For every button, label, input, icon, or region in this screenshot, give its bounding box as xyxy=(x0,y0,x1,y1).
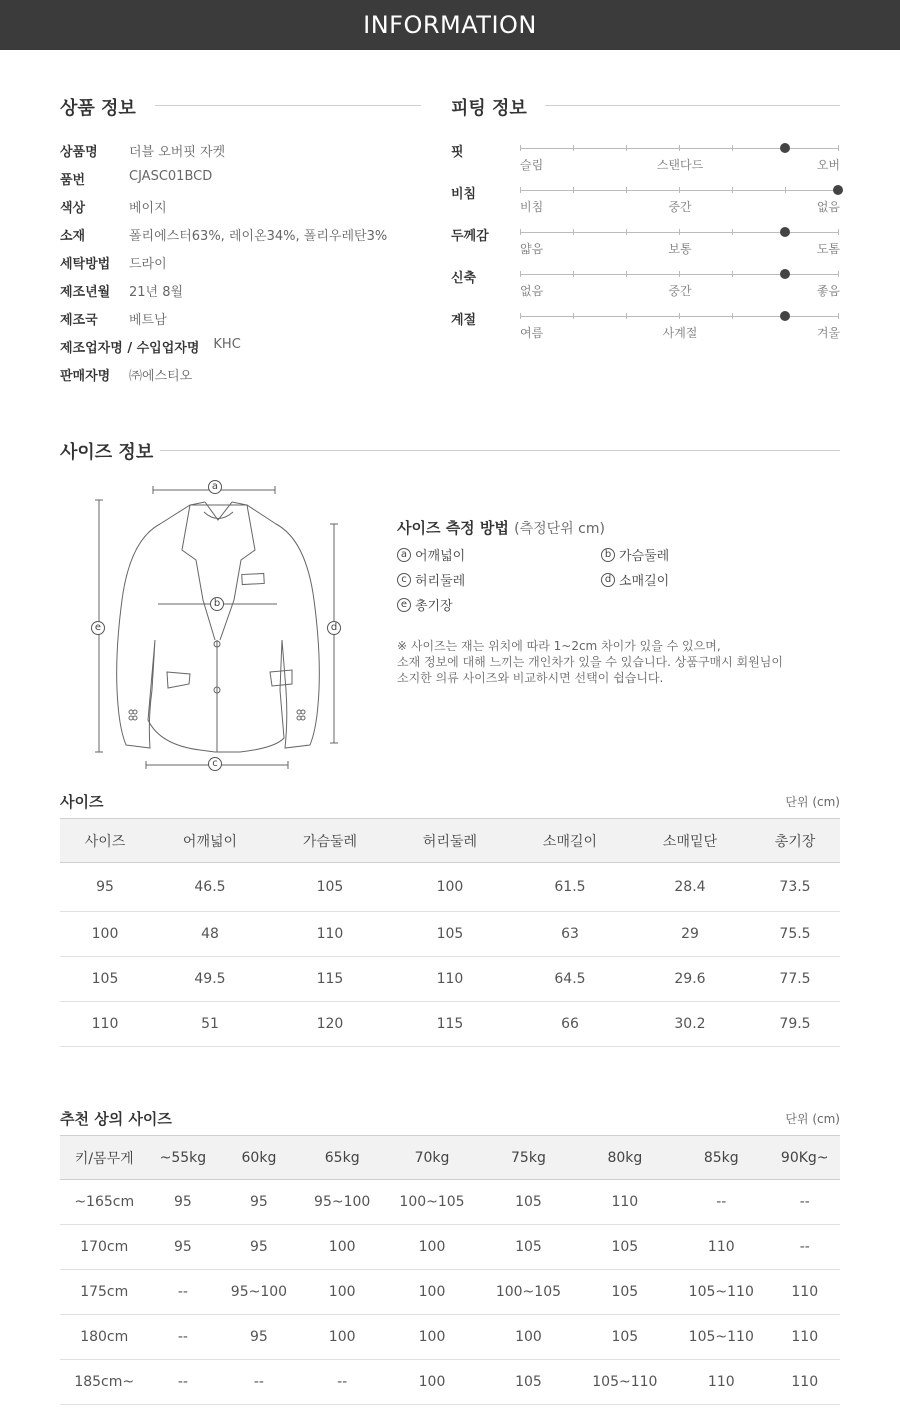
fit-right-caption: 도톰 xyxy=(816,242,840,256)
rec-table-cell: 105~110 xyxy=(577,1360,673,1405)
fit-scale-tick xyxy=(679,313,680,319)
measure-item-sleeve xyxy=(601,570,669,589)
rec-table-cell: 180cm xyxy=(60,1315,148,1360)
product-info-value: ㈜에스티오 xyxy=(129,369,193,384)
measure-item-shoulder xyxy=(397,545,465,564)
rec-table-cell: 105 xyxy=(577,1225,673,1270)
rec-table-cell: 170cm xyxy=(60,1225,148,1270)
product-info-value: KHC xyxy=(213,337,241,352)
fit-left-caption: 없음 xyxy=(520,284,544,298)
product-info-value: 더블 오버핏 자켓 xyxy=(129,145,226,160)
rec-table-cell: 105~110 xyxy=(673,1315,769,1360)
product-info-divider xyxy=(155,105,421,106)
size-table-cell: 51 xyxy=(150,1002,270,1047)
product-info-key: 상품명 xyxy=(60,145,98,160)
fit-scale-tick xyxy=(838,145,839,151)
rec-table-cell: 175cm xyxy=(60,1270,148,1315)
measure-mark: b xyxy=(601,548,615,562)
size-table-cell: 29 xyxy=(630,912,750,957)
size-table-unit: 단위 (cm) xyxy=(785,795,840,809)
fit-scale-tick xyxy=(679,145,680,151)
rec-table-cell: 100 xyxy=(301,1225,384,1270)
rec-table-header-cell: 75kg xyxy=(480,1136,576,1180)
fit-scale-tick xyxy=(732,229,733,235)
rec-table-cell: 95~100 xyxy=(217,1270,300,1315)
fit-mid-caption: 보통 xyxy=(668,242,692,256)
rec-table-unit: 단위 (cm) xyxy=(785,1112,840,1126)
marker-e: e xyxy=(91,621,105,635)
rec-table-cell: 95 xyxy=(217,1315,300,1360)
product-info-key: 판매자명 xyxy=(60,369,111,384)
product-info-row xyxy=(60,337,241,356)
size-table-cell: 105 xyxy=(270,863,390,912)
product-info-row xyxy=(60,253,167,272)
product-info-row xyxy=(60,365,192,384)
measure-label: 총기장 xyxy=(415,599,453,614)
size-table-cell: 64.5 xyxy=(510,957,630,1002)
size-table-header-cell: 가슴둘레 xyxy=(270,819,390,863)
size-table-cell: 29.6 xyxy=(630,957,750,1002)
rec-table-cell: 100 xyxy=(384,1315,480,1360)
fit-right-caption: 좋음 xyxy=(816,284,840,298)
size-table-row xyxy=(60,912,840,957)
size-info-divider xyxy=(160,450,840,451)
product-info-row xyxy=(60,309,167,328)
header-bar xyxy=(0,0,900,50)
measure-method-unit: (측정단위 cm) xyxy=(514,521,605,537)
fit-level-dot xyxy=(780,143,790,153)
rec-table-cell: 100 xyxy=(384,1270,480,1315)
fit-left-caption: 슬림 xyxy=(520,158,544,172)
fit-left-caption: 비침 xyxy=(520,200,544,214)
rec-table-cell: -- xyxy=(301,1360,384,1405)
marker-a: a xyxy=(208,480,222,494)
rec-table-cell: 105 xyxy=(480,1180,576,1225)
rec-table-cell: -- xyxy=(148,1360,217,1405)
size-table-cell: 110 xyxy=(390,957,510,1002)
rec-table-cell: 95 xyxy=(217,1180,300,1225)
fit-right-caption: 없음 xyxy=(816,200,840,214)
fit-scale-tick xyxy=(520,187,521,193)
fit-level-dot xyxy=(833,185,843,195)
fit-scale-tick xyxy=(573,187,574,193)
fit-left-caption: 여름 xyxy=(520,326,544,340)
rec-table-cell: 110 xyxy=(769,1270,840,1315)
rec-table-cell: 105~110 xyxy=(673,1270,769,1315)
recommend-size-table xyxy=(60,1135,840,1405)
size-table-header-cell: 사이즈 xyxy=(60,819,150,863)
rec-table-header-cell: 키/몸무게 xyxy=(60,1136,148,1180)
product-info-key: 소재 xyxy=(60,229,86,244)
size-note-line: ※ 사이즈는 재는 위치에 따라 1~2cm 차이가 있을 수 있으며, xyxy=(397,639,721,653)
fit-scale-tick xyxy=(573,271,574,277)
fit-level-dot xyxy=(780,227,790,237)
size-table-header-cell: 소매길이 xyxy=(510,819,630,863)
rec-table-header-cell: 65kg xyxy=(301,1136,384,1180)
size-info-title: 사이즈 정보 xyxy=(60,442,154,463)
rec-table-cell: 100~105 xyxy=(480,1270,576,1315)
fit-scale-tick xyxy=(573,313,574,319)
measure-item-chest xyxy=(601,545,669,564)
fit-row-label: 계절 xyxy=(451,313,477,328)
marker-d: d xyxy=(327,621,341,635)
product-info-row xyxy=(60,169,212,188)
size-table-header-cell: 총기장 xyxy=(750,819,840,863)
rec-table-cell: 100 xyxy=(384,1360,480,1405)
rec-table-header-cell: 80kg xyxy=(577,1136,673,1180)
size-table-cell: 105 xyxy=(390,912,510,957)
size-table-cell: 120 xyxy=(270,1002,390,1047)
size-table-row xyxy=(60,1002,840,1047)
product-info-key: 품번 xyxy=(60,173,86,188)
rec-table-cell: 105 xyxy=(577,1315,673,1360)
measure-mark: a xyxy=(397,548,411,562)
size-table-cell: 95 xyxy=(60,863,150,912)
fit-row-label: 신축 xyxy=(451,271,477,286)
fit-level-dot xyxy=(780,311,790,321)
rec-table-row xyxy=(60,1315,840,1360)
fit-mid-caption: 스탠다드 xyxy=(656,158,704,172)
rec-table-cell: 95 xyxy=(148,1180,217,1225)
size-table-cell: 61.5 xyxy=(510,863,630,912)
rec-table-cell: 95 xyxy=(217,1225,300,1270)
product-info-key: 제조업자명 / 수입업자명 xyxy=(60,341,200,356)
fit-scale-tick xyxy=(732,145,733,151)
product-info-value: 베이지 xyxy=(129,201,167,216)
rec-table-row xyxy=(60,1270,840,1315)
size-table-cell: 105 xyxy=(60,957,150,1002)
size-table-cell: 110 xyxy=(270,912,390,957)
size-table-header-cell: 허리둘레 xyxy=(390,819,510,863)
rec-table-header-cell: 60kg xyxy=(217,1136,300,1180)
measure-method-title xyxy=(397,517,605,538)
fit-scale-tick xyxy=(573,145,574,151)
rec-table-header-cell: 85kg xyxy=(673,1136,769,1180)
rec-table-cell: 100 xyxy=(384,1225,480,1270)
product-info-key: 제조년월 xyxy=(60,285,111,300)
rec-table-cell: 110 xyxy=(673,1360,769,1405)
fit-scale-tick xyxy=(520,271,521,277)
rec-table-row xyxy=(60,1225,840,1270)
fit-scale-tick xyxy=(679,271,680,277)
fit-scale-tick xyxy=(626,313,627,319)
product-info-key: 색상 xyxy=(60,201,86,216)
rec-table-title: 추천 상의 사이즈 xyxy=(60,1110,172,1128)
fit-scale-tick xyxy=(679,229,680,235)
rec-table-cell: 110 xyxy=(673,1225,769,1270)
size-table-cell: 115 xyxy=(390,1002,510,1047)
size-table xyxy=(60,818,840,1047)
rec-table-cell: 100 xyxy=(480,1315,576,1360)
fit-mid-caption: 중간 xyxy=(668,284,692,298)
product-info-row xyxy=(60,197,167,216)
size-table-cell: 77.5 xyxy=(750,957,840,1002)
measure-label: 소매길이 xyxy=(619,574,670,589)
size-note-line: 소지한 의류 사이즈와 비교하시면 선택이 쉽습니다. xyxy=(397,671,664,685)
rec-table-cell: -- xyxy=(217,1360,300,1405)
measure-mark: e xyxy=(397,598,411,612)
jacket-diagram xyxy=(85,476,355,776)
fit-scale-tick xyxy=(838,313,839,319)
size-table-cell: 100 xyxy=(60,912,150,957)
size-table-cell: 79.5 xyxy=(750,1002,840,1047)
fit-scale-tick xyxy=(520,145,521,151)
fit-scale-tick xyxy=(732,313,733,319)
product-info-title: 상품 정보 xyxy=(60,98,136,119)
rec-table-cell: -- xyxy=(673,1180,769,1225)
fit-scale-tick xyxy=(838,229,839,235)
size-table-cell: 115 xyxy=(270,957,390,1002)
size-table-cell: 28.4 xyxy=(630,863,750,912)
product-info-value: 폴리에스터63%, 레이온34%, 폴리우레탄3% xyxy=(129,229,388,244)
measure-label: 어깨넓이 xyxy=(415,549,466,564)
product-info-value: 베트남 xyxy=(129,313,167,328)
marker-b: b xyxy=(210,597,224,611)
fit-right-caption: 겨울 xyxy=(816,326,840,340)
fit-row-label: 비침 xyxy=(451,187,477,202)
fit-scale-tick xyxy=(838,271,839,277)
fit-scale-tick xyxy=(626,187,627,193)
rec-table-cell: ~165cm xyxy=(60,1180,148,1225)
fitting-info-divider xyxy=(545,105,840,106)
product-info-value: 드라이 xyxy=(129,257,167,272)
measure-label: 허리둘레 xyxy=(415,574,466,589)
rec-table-cell: 110 xyxy=(577,1180,673,1225)
fit-left-caption: 얇음 xyxy=(520,242,544,256)
rec-table-cell: 95~100 xyxy=(301,1180,384,1225)
fit-scale-tick xyxy=(626,145,627,151)
size-table-header-cell: 소매밑단 xyxy=(630,819,750,863)
measure-mark: c xyxy=(397,573,411,587)
rec-table-cell: 185cm~ xyxy=(60,1360,148,1405)
product-info-key: 제조국 xyxy=(60,313,98,328)
size-table-cell: 73.5 xyxy=(750,863,840,912)
rec-table-cell: -- xyxy=(148,1270,217,1315)
size-note-line: 소재 정보에 대해 느끼는 개인차가 있을 수 있습니다. 상품구매시 회원님이 xyxy=(397,655,783,669)
fit-scale-tick xyxy=(573,229,574,235)
measure-item-waist xyxy=(397,570,465,589)
fit-scale-tick xyxy=(732,271,733,277)
size-table-cell: 100 xyxy=(390,863,510,912)
size-table-row xyxy=(60,863,840,912)
fit-scale-tick xyxy=(520,313,521,319)
size-table-cell: 75.5 xyxy=(750,912,840,957)
header-title: INFORMATION xyxy=(363,11,537,39)
measure-mark: d xyxy=(601,573,615,587)
rec-table-cell: 95 xyxy=(148,1225,217,1270)
size-table-cell: 49.5 xyxy=(150,957,270,1002)
fit-scale-tick xyxy=(520,229,521,235)
product-info-row xyxy=(60,141,225,160)
size-table-cell: 30.2 xyxy=(630,1002,750,1047)
fit-scale-tick xyxy=(732,187,733,193)
fit-row-label: 핏 xyxy=(451,145,464,160)
product-info-row xyxy=(60,225,387,244)
size-table-cell: 66 xyxy=(510,1002,630,1047)
fit-row-label: 두께감 xyxy=(451,229,489,244)
rec-table-cell: -- xyxy=(769,1180,840,1225)
product-info-value: CJASC01BCD xyxy=(129,169,213,184)
rec-table-cell: -- xyxy=(148,1315,217,1360)
size-table-cell: 48 xyxy=(150,912,270,957)
rec-table-cell: 105 xyxy=(480,1360,576,1405)
fit-mid-caption: 사계절 xyxy=(662,326,698,340)
measure-item-length xyxy=(397,595,453,614)
rec-table-cell: 105 xyxy=(480,1225,576,1270)
rec-table-header-cell: 70kg xyxy=(384,1136,480,1180)
fit-level-dot xyxy=(780,269,790,279)
fit-scale-tick xyxy=(626,229,627,235)
rec-table-cell: 100 xyxy=(301,1315,384,1360)
product-info-key: 세탁방법 xyxy=(60,257,111,272)
size-table-cell: 46.5 xyxy=(150,863,270,912)
fit-scale-tick xyxy=(785,187,786,193)
size-table-header-cell: 어깨넓이 xyxy=(150,819,270,863)
fit-scale-tick xyxy=(626,271,627,277)
fit-scale-tick xyxy=(679,187,680,193)
product-info-row xyxy=(60,281,183,300)
size-table-cell: 63 xyxy=(510,912,630,957)
rec-table-header-cell: ~55kg xyxy=(148,1136,217,1180)
rec-table-cell: 110 xyxy=(769,1360,840,1405)
measure-label: 가슴둘레 xyxy=(619,549,670,564)
fit-right-caption: 오버 xyxy=(816,158,840,172)
rec-table-row xyxy=(60,1360,840,1405)
rec-table-cell: 110 xyxy=(769,1315,840,1360)
rec-table-cell: 100~105 xyxy=(384,1180,480,1225)
rec-table-cell: 100 xyxy=(301,1270,384,1315)
size-note xyxy=(397,638,783,686)
marker-c: c xyxy=(208,757,222,771)
fitting-info-title: 피팅 정보 xyxy=(451,98,527,119)
rec-table-cell: 105 xyxy=(577,1270,673,1315)
product-info-value: 21년 8월 xyxy=(129,285,184,300)
fit-mid-caption: 중간 xyxy=(668,200,692,214)
jacket-outline xyxy=(117,502,320,752)
size-table-cell: 110 xyxy=(60,1002,150,1047)
rec-table-row xyxy=(60,1180,840,1225)
measure-method-label: 사이즈 측정 방법 xyxy=(397,519,509,537)
rec-table-header-cell: 90Kg~ xyxy=(769,1136,840,1180)
rec-table-cell: -- xyxy=(769,1225,840,1270)
size-table-title: 사이즈 xyxy=(60,793,104,811)
size-table-row xyxy=(60,957,840,1002)
